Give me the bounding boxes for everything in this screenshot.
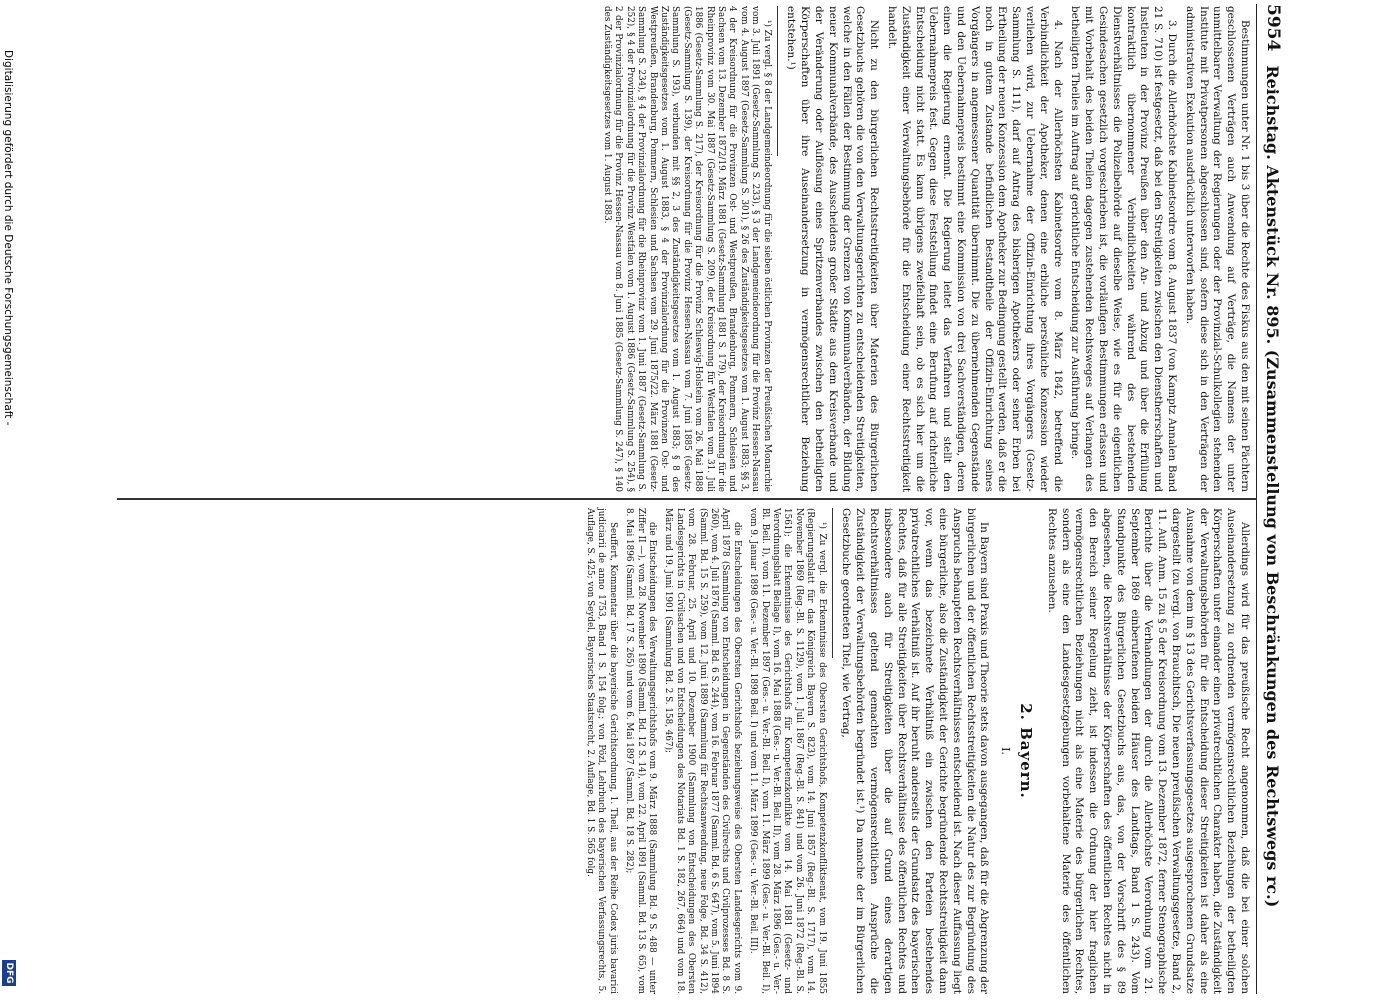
footnote: die Entscheidungen des Verwaltungsgerichtshofs vom 9. März 1888 (Sammlung Bd. 9 S. 488 — unter Ziffer II —), vom 28. November 1890 (Samml. Bd. 12 S. 14), vom 22. April 1891 (Samml. Bd. 13 S. 65), vom 8. Mai 1896 (Samml. Bd. 17 S. 265) und vom 6. Mai 1897 (Samml. Bd. 18 S. 282); (624, 508, 657, 994)
paragraph: 4. Nach der Allerhöchsten Kabinetsordre vom 8. März 1842, betreffend die Verbindlichkeit der Apotheker, denen eine erbliche persönliche Konzession wieder verliehen wird, zur Uebernahme der Offizin-Einrichtung ihres Vorgängers (Gesetz-Sammlung S. 111), darf auf Antrag des bisherigen Apothekers oder seiner Erben bei Ertheilung der neuen Konzession dem Apotheker zur Bedingung gestellt werden, daß er die noch in gutem Zustande befindlichen Bestandtheile der Offizin-Einrichtung seines Vorgängers in angemessener Quantität übernimmt. Die zu übernehmenden Gegenstände und den Uebernahmepreis bestimmt eine Kommission von drei Sachverständigen, deren einen die Regierung ernennt. Die Regierung leitet das Verfahren und stellt den Uebernahmepreis fest. Gegen diese Feststellung findet eine Berufung auf richterliche Entscheidung nicht statt. Es kann übrigens zweifelhaft sein, ob es sich hier um die Zuständigkeit einer Verwaltungsbehörde für die Entscheidung einer Rechtsstreitigkeit handelt. (886, 6, 1064, 492)
paragraph: Allerdings wird für das preußische Recht angenommen, daß die bei einer solchen Auseinandersetzung zu ordnenden vermögensrechtlichen Beziehungen der betheiligten Körperschaften unter einander einen privatrechtlichen Charakter haben, die Zuständigkeit der Verwaltungsbehörden für die Entscheidung dieser Streitigkeiten ist daher als eine Ausnahme von dem im § 13 des Gerichtsverfassungsgesetzes ausgesprochenen Grundsatze dargestellt (zu vergl. von Brauchitsch, Die neuen preußischen Verwaltungsgesetze, Band 2, 11. Aufl. Anm. 15 zu § 5 der Kreisordnung vom 13. Dezember 1872, ferner Stenographische Berichte über die Verhandlungen der durch die Allerhöchste Verordnung vom 21. September 1869 einberufenen beiden Häuser des Landtags, Band 1 S. 243). Vom Standpunkte des Bürgerlichen Gesetzbuchs aus, das, von der Vorschrift des § 89 abgesehen, die Rechtsverhältnisse der Körperschaften des öffentlichen Rechtes nicht in den Bereich seiner Regelung zieht, ist indessen die Ordnung der hier fraglichen vermögensrechtlichen Beziehungen nicht als eine Materie des bürgerlichen Rechtes, sondern als eine den Landesgesetzgebungen vorbehaltene Materie des öffentlichen Rechtes anzusehen. (1045, 508, 1251, 994)
footnote-rule (777, 6, 778, 156)
left-column (597, 6, 1251, 492)
right-column (580, 508, 1251, 994)
footnote: ¹) Zu vergl. § 8 der Landgemeindeordnung für die sieben östlichen Provinzen der Preußischen Monarchie vom 3. Juli 1891 (Gesetz-Sammlung S. 233), § 3 der Landgemeindeordnung für die Provinz Hessen-Nassau vom 4. August 1897 (Gesetz-Sammlung S. 301), § 26 des Zuständigkeitsgesetzes vom 1. August 1883; §§ 3, 4 der Kreisordnung für die Provinzen Ost- und Westpreußen, Brandenburg, Pommern, Schlesien und Sachsen vom 13. Dezember 1872/19. März 1881 (Gesetz-Sammlung 1881 S. 179), der Kreisordnung für die Rheinprovinz vom 30. Mai 1887 (Gesetz-Sammlung S. 209), der Kreisordnung für Westfalen vom 31. Juli 1886 (Gesetz-Sammlung S. 217), der Kreisordnung für die Provinz Schleswig-Holstein vom 26. Mai 1888 (Gesetz-Sammlung S. 139), der Kreisordnung für die Provinz Hessen-Nassau vom 7. Juni 1885 (Gesetz-Sammlung S. 193), verbunden mit §§ 2, 3 des Zuständigkeitsgesetzes vom 1. August 1883; § 8 des Zuständigkeitsgesetzes vom 1. August 1883, § 4 der Provinzialordnung für die Provinzen Ost- und Westpreußen, Brandenburg, Pommern, Schlesien und Sachsen vom 29. Juni 1875/22. März 1881 (Gesetz-Sammlung S. 234), § 4 der Provinzialordnung für die Rheinprovinz vom 1. Juni 1887 (Gesetz-Sammlung S. 252), § 4 der Provinzialordnung für die Provinz Westfalen vom 1. August 1886 (Gesetz-Sammlung S. 254), § 2 der Provinzialordnung für die Provinz Hessen-Nassau vom 8. Juni 1885 (Gesetz-Sammlung S. 247), § 140 des Zuständigkeitsgesetzes vom 1. August 1883. (602, 6, 772, 492)
paragraph: Bestimmungen unter Nr. 1 bis 3 über die Rechte des Fiskus aus den mit seinen Pächtern geschlossenen Verträgen auch Anwendung auf Verträge, die Namens der unter unmittelbarer Verwaltung der Regierungen oder der Provinzial-Schulkollegien stehenden Institute mit Privatpersonen abgeschlossen sind, sofern diese sich in den Verträgen der administrativen Exekution ausdrücklich unterworfen haben. (1183, 6, 1251, 492)
column-divider (117, 498, 1257, 500)
footnote: ¹) Zu vergl. die Erkenntnisse des Obersten Gerichtshofs, Kompetenzkonfliktsenat, vom 19. Juni 1855 (Regierungsblatt für das Königreich Bayern S. 823), vom 14. Juni 1857 (Reg.-Bl. S. 1717), vom 14. November 1869 (Reg.-Bl. S. 1129), vom 1. Juli 1867 (Reg.-Bl. S. 841) und vom 26. Juni 1872 (Reg.-Bl. S. 1561); die Erkenntnisse des Gerichtshofs für Kompetenzkonflikte vom 14. Mai 1881 (Gesetz- und Verordnungsblatt Beilage I), vom 16. Mai 1888 (Ges.- u. Ver.-Bl. Beil. II), vom 28. März 1896 (Ges.- u. Ver.-Bl. Beil. I), vom 11. Dezember 1897 (Ges.- u. Ver.-Bl. Beil. I), vom 11. März 1899 (Ges.- u. Ver.-Bl. Beil. I), vom 9. Januar 1898 (Ges.- u. Ver.-Bl. 1898 Beil. I) und vom 11. März 1899 (Ges.- u. Ver.-Bl. Beil. III). (748, 508, 827, 994)
paragraph: In Bayern sind Praxis und Theorie stets davon ausgegangen, daß für die Abgrenzung der bürgerlichen und der öffentlichen Rechtsstreitigkeiten die Natur des zur Begründung des Anspruchs behaupteten Rechtsverhältnisses entscheidend ist. Nach dieser Auffassung liegt eine bürgerliche, also die Zuständigkeit der Gerichte begründende Rechtsstreitigkeit dann vor, wenn das bezeichnete Verhältniß ein zwischen den Parteien bestehendes privatrechtliches Verhältniß ist. Auf ihr beruht anderseits der Grundsatz des bayerischen Rechtes, daß für alle Streitigkeiten über Rechtsverhältnisse des öffentlichen Rechtes und insbesondere auch für Streitigkeiten über die auf Grund eines derartigen Rechtsverhältnisses geltend gemachten vermögensrechtlichen Ansprüche die Zuständigkeit der Verwaltungsbehörden begründet ist.¹) Da manche der im Bürgerlichen Gesetzbuche geordneten Titel, wie Vertrag, (840, 508, 991, 994)
paragraph: 3. Durch die Allerhöchste Kabinetsordre vom 8. August 1837 (von Kamptz Annalen Band 21 S. 710) ist festgesetzt, daß bei den Streitigkeiten zwischen den Dienstherrschaften und Instleuten in der Provinz Preußen über den An- und Abzug und über die Erfüllung kontraktlich übernommener Verbindlichkeiten während des bestehenden Dienstverhältnisses die Polizeibehörde auf dieselbe Weise, wie es für die eigentlichen Gesindesachen gesetzlich vorgeschrieben ist, die vorläufigen Bestimmungen erlassen und mit Vorbehalt des beiden Theilen dagegen zustehenden Rechtsweges auf Verlangen des betheiligten Theiles im Auftrag auf gerichtliche Entscheidung zur Ausführung bringe. (1069, 6, 1179, 492)
page-number: 5954 (1263, 4, 1283, 52)
paragraph: Nicht zu den bürgerlichen Rechtsstreitigkeiten über Materien des Bürgerlichen Gesetzbuchs gehören die von den Verwaltungsgerichten zu entscheidenden Streitigkeiten, welche in den Fällen der Bestimmung der Grenzen von Kommunalverbänden, der Bildung neuer Kommunalverbände, des Ausscheidens großer Städte aus dem Kreisverbande und der Veränderung oder Auflösung eines Spritzenverbandes zwischen den betheiligten Körperschaften über ihre Auseinandersetzung in vermögensrechtlicher Beziehung entstehen.¹) (785, 6, 881, 492)
digitization-credit: Digitalisierung gefördert durch die Deutsche Forschungsgemeinschaft - (2, 50, 14, 426)
section-title: 2. Bayern. (1017, 703, 1036, 799)
section-number: I. (999, 747, 1013, 755)
page-header (1256, 4, 1289, 994)
footnote: Seuffert, Kommentar über die bayerische Gerichtsordnung, 1. Theil, aus der Reihe Codex juris bavarici judiciarii de anno 1753, Band 1 S. 154 folg.; von Pözl, Lehrbuch des bayerischen Verfassungsrechts, 5. Auflage, S. 425; von Seydel, Bayerisches Staatsrecht, 2. Auflage, Bd. 1 S. 565 folg. (584, 508, 618, 994)
footnote: die Entscheidungen des Obersten Gerichtshofs beziehungsweise des Obersten Landesgerichts vom 9. April 1878 (Sammlung von Entscheidungen in Gegenständen des Civilrechts und Civilprozesses Bd. 8 S. 260), vom 4. Juli 1876 (Samml. Bd. 6 S. 244), vom 16. Februar 1877 (Samml. Bd. 6 S. 647), vom 5. Juni 1894 (Samml. Bd. 15 S. 259), vom 12. Juni 1889 (Sammlung für Rechtsanwendung, neue Folge, Bd. 34 S. 412), vom 28. Februar, 25. April und 10. Dezember 1900 (Sammlung von Entscheidungen des Obersten Landesgerichts in Civilsachen und von Entscheidungen des Notariats Bd. 1 S. 182, 267, 664) und vom 18. März und 19. Juni 1901 (Sammlung Bd. 2 S. 158, 467); (663, 508, 742, 994)
dfg-logo: DFG (2, 960, 16, 986)
footnote-rule (832, 508, 833, 658)
page-title: Reichstag. Aktenstück Nr. 895. (Zusammenstellung von Beschränkungen des Rechtswegs rc.) (1263, 65, 1283, 908)
